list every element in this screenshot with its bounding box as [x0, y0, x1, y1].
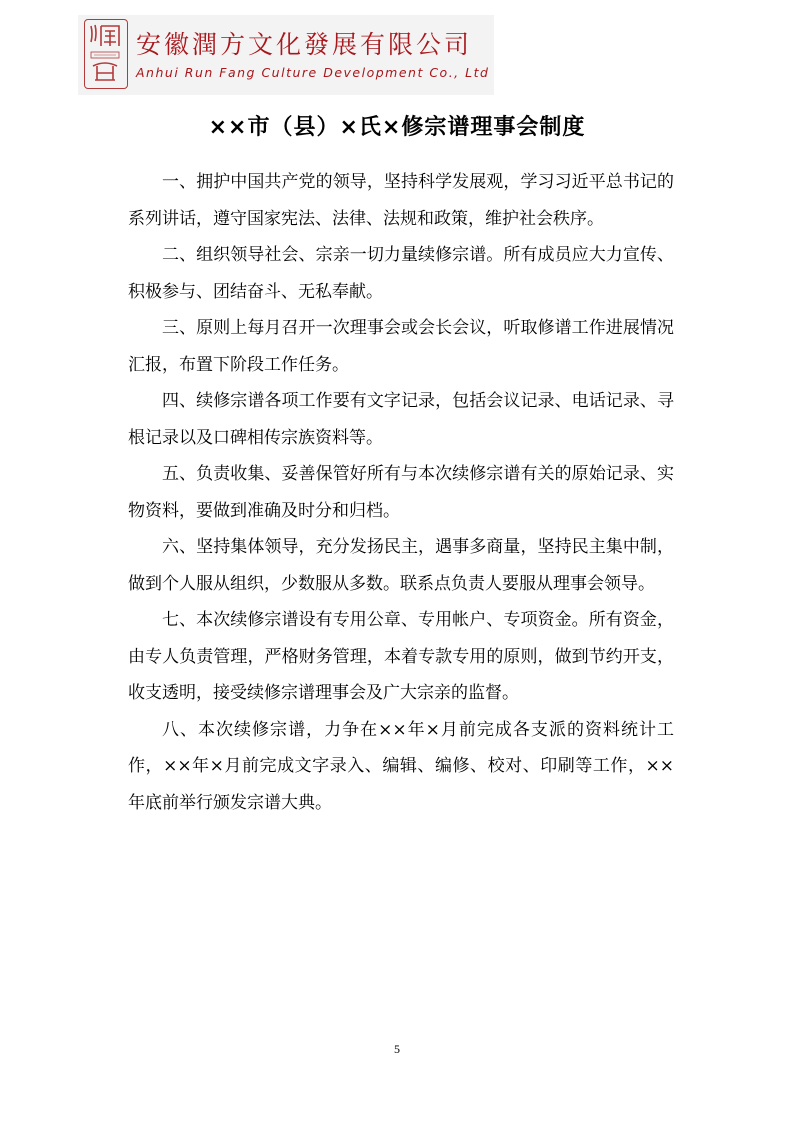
letterhead — [78, 15, 494, 95]
paragraph-6: 六、坚持集体领导，充分发扬民主，遇事多商量，坚持民主集中制，做到个人服从组织，少数服从多数。联系点负责人要服从理事会领导。 — [128, 537, 674, 594]
paragraph-7: 七、本次续修宗谱设有专用公章、专用帐户、专项资金。所有资金，由专人负责管理，严格财务管理，本着专款专用的原则，做到节约开支，收支透明，接受续修宗谱理事会及广大宗亲的监督。 — [128, 610, 674, 703]
paragraph-3: 三、原则上每月召开一次理事会或会长会议，听取修谱工作进展情况汇报，布置下阶段工作任务。 — [128, 318, 674, 375]
paragraph-4: 四、续修宗谱各项工作要有文字记录，包括会议记录、电话记录、寻根记录以及口碑相传宗族资料等。 — [128, 391, 674, 448]
company-seal-logo — [84, 19, 128, 89]
company-name-chinese: 安徽潤方文化發展有限公司 — [136, 30, 473, 59]
paragraph-1: 一、拥护中国共产党的领导，坚持科学发展观，学习习近平总书记的系列讲话，遵守国家宪法、法律、法规和政策，维护社会秩序。 — [128, 172, 674, 229]
document-body — [128, 164, 674, 821]
document-title: ××市（县）×氏×修宗谱理事会制度 — [208, 115, 586, 140]
paragraph-2: 二、组织领导社会、宗亲一切力量续修宗谱。所有成员应大力宣传、积极参与、团结奋斗、无私奉献。 — [128, 245, 674, 302]
company-name-english: Anhui Run Fang Culture Development Co., Ltd — [136, 65, 490, 80]
page-number: 5 — [394, 1042, 400, 1056]
paragraph-5: 五、负责收集、妥善保管好所有与本次续修宗谱有关的原始记录、实物资料，要做到准确及时分和归档。 — [128, 464, 674, 521]
paragraph-8: 八、本次续修宗谱，力争在××年×月前完成各支派的资料统计工作，××年×月前完成文字录入、编辑、编修、校对、印刷等工作，××年底前举行颁发宗谱大典。 — [128, 719, 674, 813]
